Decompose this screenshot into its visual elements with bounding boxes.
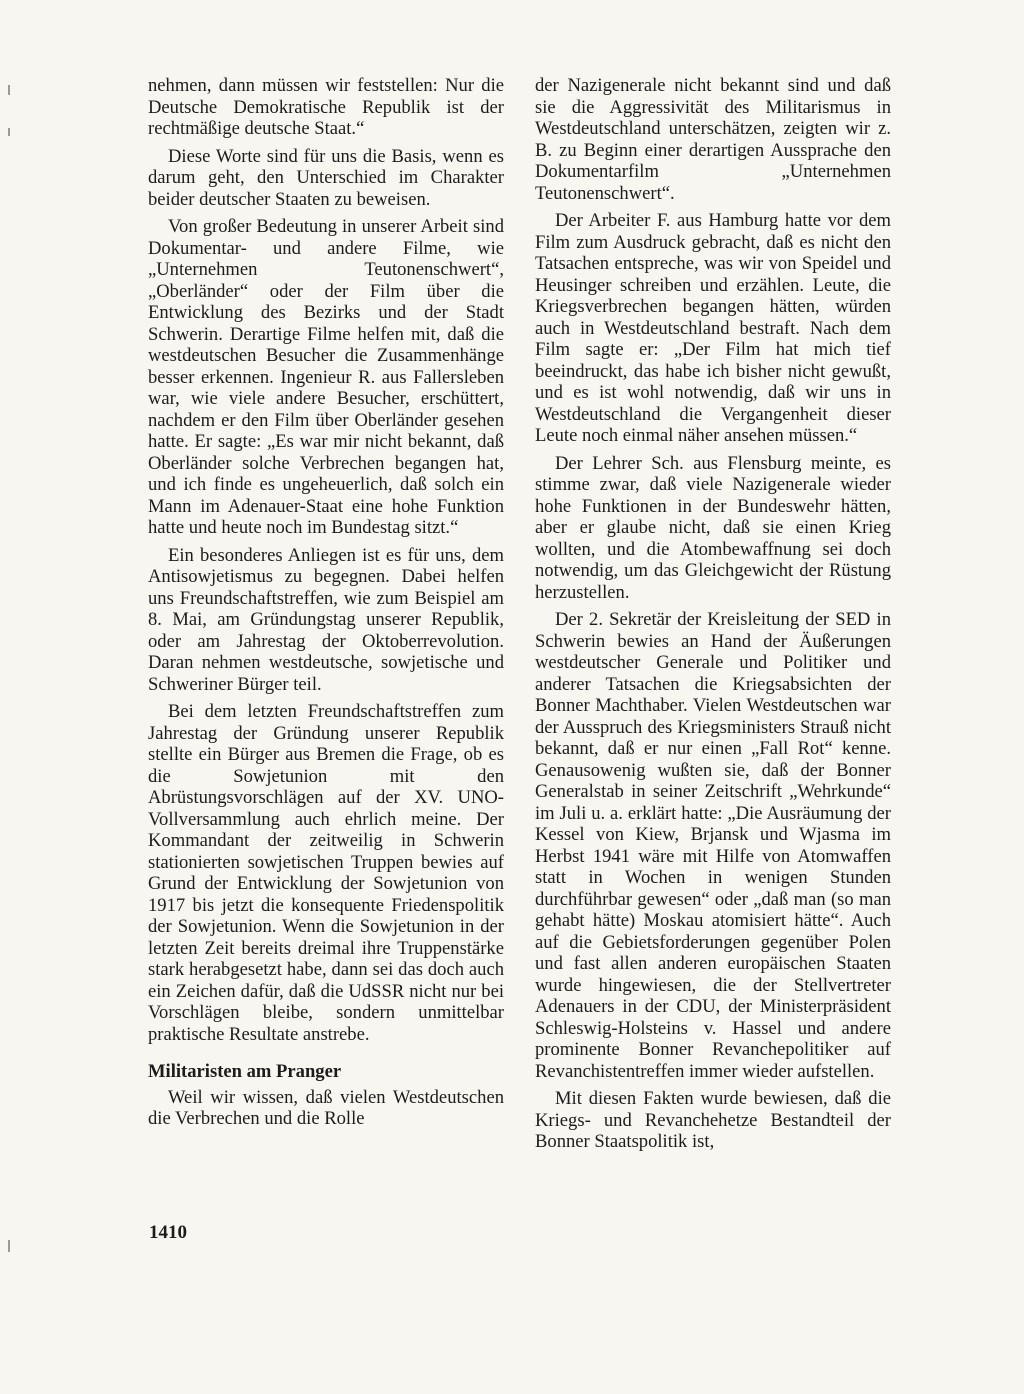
paragraph: Der 2. Sekretär der Kreisleitung der SED in Schwerin bewies an Hand der Äußerungen westdeutscher Generale und Politiker und anderer Tatsachen die Kriegsabsichten der Bonner Machthaber. Vielen Westdeutschen war der Ausspruch des Kriegsministers Strauß nicht bekannt, daß er nur einen „Fall Rot“ kenne. Genausowenig wußten sie, daß der Bonner Generalstab in seiner Zeitschrift „Wehrkunde“ im Juli u. a. erklärt hatte: „Die Ausräumung der Kessel von Kiew, Brjansk und Wjasma im Herbst 1941 wäre mit Hilfe von Atomwaffen statt in Wochen in wenigen Stunden durchführbar gewesen“ oder „daß man (so man gehabt hätte) Moskau atomisiert hätte“. Auch auf die Gebietsforderungen gegenüber Polen und fast allen anderen europäischen Staaten wurde hingewiesen, die der Stellvertreter Adenauers in der CDU, der Ministerpräsident Schleswig-Holsteins v. Hassel und andere prominente Bonner Revanchepolitiker auf Revanchistentreffen immer wieder aufstellen. bbox=[535, 609, 891, 1082]
paragraph: Der Arbeiter F. aus Hamburg hatte vor dem Film zum Ausdruck gebracht, daß es nicht den Tatsachen entspreche, was wir von Speidel und Heusinger schreiben und erzählen. Leute, die Kriegsverbrechen begangen hätten, würden auch in Westdeutschland bestraft. Nach dem Film sagte er: „Der Film hat mich tief beeindruckt, das habe ich bisher nicht gewußt, und es ist wohl notwendig, daß wir uns in Westdeutschland die Vergangenheit dieser Leute noch einmal näher ansehen müssen.“ bbox=[535, 210, 891, 446]
paragraph: Von großer Bedeutung in unserer Arbeit sind Dokumentar- und andere Filme, wie „Unternehmen Teutonenschwert“, „Oberländer“ oder der Film über die Entwicklung des Bezirks und der Stadt Schwerin. Derartige Filme helfen mit, daß die westdeutschen Besucher die Zusammenhänge besser erkennen. Ingenieur R. aus Fallersleben war, wie viele andere Besucher, erschüttert, nachdem er den Film über Oberländer gesehen hatte. Er sagte: „Es war mir nicht bekannt, daß Oberländer solche Verbrechen begangen hat, und ich finde es ungeheuerlich, daß solch ein Mann im Adenauer-Staat eine hohe Funktion hatte und heute noch im Bundestag sitzt.“ bbox=[148, 216, 504, 538]
paragraph: Der Lehrer Sch. aus Flensburg meinte, es stimme zwar, daß viele Nazigenerale wieder hohe Funktionen in der Bundeswehr hätten, aber er glaube nicht, daß sie einen Krieg wollten, und die Atombewaffnung sei doch notwendig, um das Gleichgewicht der Rüstung herzustellen. bbox=[535, 452, 891, 603]
left-column bbox=[148, 75, 504, 1136]
right-column bbox=[535, 75, 891, 1159]
paragraph: Mit diesen Fakten wurde bewiesen, daß die Kriegs- und Revanchehetze Bestandteil der Bonner Staatspolitik ist, bbox=[535, 1088, 891, 1152]
paragraph: Weil wir wissen, daß vielen Westdeutschen die Verbrechen und die Rolle bbox=[148, 1086, 504, 1129]
paragraph: Diese Worte sind für uns die Basis, wenn es darum geht, den Unterschied im Charakter beider deutscher Staaten zu beweisen. bbox=[148, 145, 504, 210]
margin-mark bbox=[8, 1240, 10, 1252]
margin-mark bbox=[8, 85, 10, 95]
paragraph: Bei dem letzten Freundschaftstreffen zum Jahrestag der Gründung unserer Republik stellte ein Bürger aus Bremen die Frage, ob es die Sowjetunion mit den Abrüstungsvorschlägen auf der XV. UNO-Vollversammlung auch ehrlich meine. Der Kommandant der zeitweilig in Schwerin stationierten sowjetischen Truppen bewies auf Grund der Entwicklung der Sowjetunion von 1917 bis jetzt die konsequente Friedenspolitik der Sowjetunion. Wenn die Sowjetunion in der letzten Zeit bereits dreimal ihre Truppenstärke stark herabgesetzt habe, dann sei das doch auch ein Zeichen dafür, daß die UdSSR nicht nur bei Vorschlägen bleibe, sondern unmittelbar praktische Resultate anstrebe. bbox=[148, 701, 504, 1045]
paragraph: Ein besonderes Anliegen ist es für uns, dem Antisowjetismus zu begegnen. Dabei helfen uns Freundschaftstreffen, wie zum Beispiel am 8. Mai, am Gründungstag unserer Republik, oder am Jahrestag der Oktoberrevolution. Daran nehmen westdeutsche, sowjetische und Schweriner Bürger teil. bbox=[148, 544, 504, 695]
margin-mark bbox=[8, 128, 10, 136]
page-number: 1410 bbox=[149, 1222, 187, 1243]
paragraph: der Nazigenerale nicht bekannt sind und daß sie die Aggressivität des Militarismus in Westdeutschland unterschätzen, zeigten wir z. B. zu Beginn einer derartigen Aussprache den Dokumentarfilm „Unternehmen Teutonenschwert“. bbox=[535, 75, 891, 204]
paragraph: nehmen, dann müssen wir feststellen: Nur die Deutsche Demokratische Republik ist der rechtmäßige deutsche Staat.“ bbox=[148, 75, 504, 139]
section-heading: Militaristen am Pranger bbox=[148, 1061, 342, 1082]
